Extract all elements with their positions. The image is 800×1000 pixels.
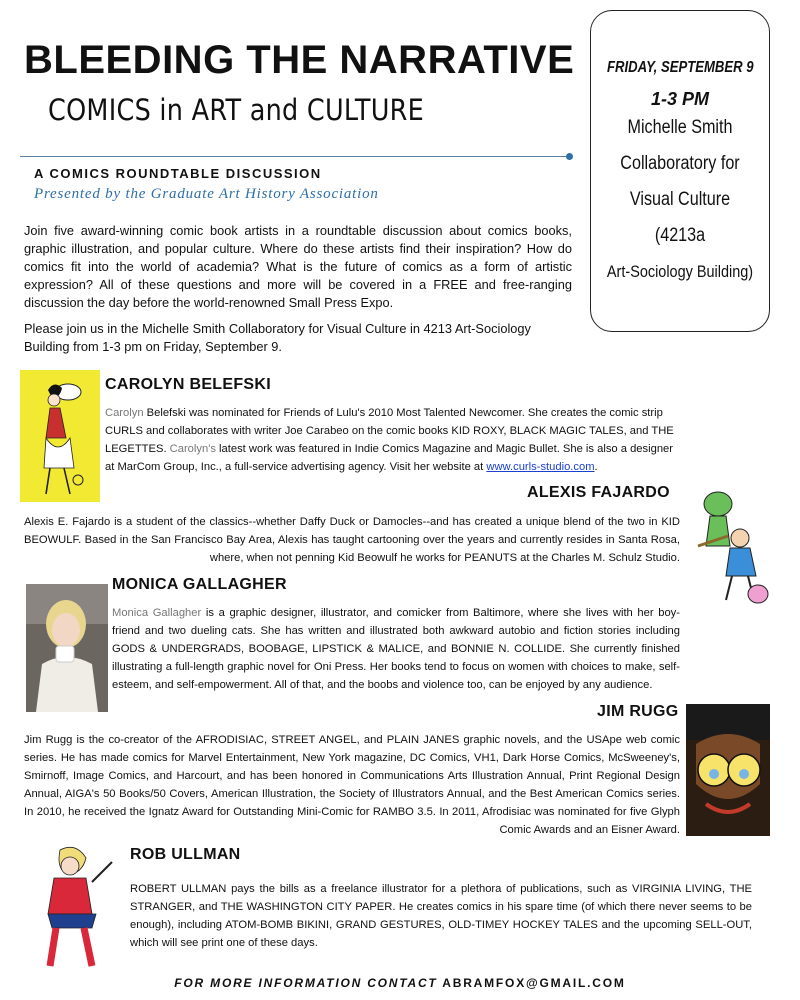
event-location-line2: Collaboratory for	[620, 153, 740, 174]
monica-gallagher-bio: Monica Gallagher is a graphic designer, illustrator, and comicker from Baltimore, where she lives with her boy-friend and two dueling cats. She has written and illustrated both awkward autobio and fiction stories including GODS & UNDERGRADS, BOOBAGE, LIPSTICK & MALICE, and BONNIE N. COLLIDE. She currently finished illustrating a full-length graphic novel for Oni Press. Her books tend to focus on women with choices to make, self-esteem, and self-empowerment. All of that, and the boobs and violence too, can be enjoyed by any audience.	[112, 607, 680, 691]
monica-first-name: Monica Gallagher	[112, 607, 202, 619]
carolyn-website-link[interactable]: www.curls-studio.com	[486, 461, 595, 473]
event-location-line3: Visual Culture	[629, 189, 731, 210]
divider-dot	[566, 153, 573, 160]
carolyn-belefski-name: CAROLYN BELEFSKI	[105, 376, 272, 393]
event-info-box	[590, 10, 770, 332]
contact-email[interactable]: ABRAMFOX@GMAIL.COM	[442, 976, 626, 990]
monica-gallagher-photo	[26, 584, 108, 712]
jim-rugg-illustration	[686, 704, 770, 836]
alexis-fajardo-bio: Alexis E. Fajardo is a student of the classics--whether Daffy Duck or Damocles--and has created a unique blend of the two in KID BEOWULF. Based in the San Francisco Bay Area, Alexis has taught cartooning over the years and currently resides in Santa Rosa, where, when not penning Kid Beowulf he works for PEANUTS at the Charles M. Schulz Studio.	[24, 516, 680, 564]
carolyn-possessive: Carolyn's	[169, 443, 216, 455]
event-time: 1-3 PM	[650, 89, 710, 109]
jim-rugg-name: JIM RUGG	[597, 703, 679, 720]
event-date: FRIDAY, SEPTEMBER 9	[607, 59, 754, 76]
jim-rugg-bio: Jim Rugg is the co-creator of the AFRODISIAC, STREET ANGEL, and PLAIN JANES graphic novels, and the USApe web comic series. He has made comics for Marvel Entertainment, New York magazine, DC Comics, VH1, Dark Horse Comics, McSweeney's, Smirnoff, Image Comics, and Harcourt, and has been honored in Communications Arts Illustration Annual, Print Regional Design Annual, AIGA's 50 Books/50 Covers, American Illustration, the Society of Illustrators Annual, and the Best American Comics series. In 2010, he received the Ignatz Award for Outstanding Mini-Comic for RAMBO 3.5. In 2011, Afrodisiac was nominated for five Glyph Comic Awards and an Eisner Award.	[24, 734, 680, 836]
event-kicker: A COMICS ROUNDTABLE DISCUSSION	[34, 166, 322, 181]
poster-title: BLEEDING THE NARRATIVE	[24, 38, 575, 82]
rob-ullman-bio: ROBERT ULLMAN pays the bills as a freelance illustrator for a plethora of publications, such as VIRGINIA LIVING, THE STRANGER, and THE WASHINGTON CITY PAPER. He creates comics in his spare time (of which there never seems to be enough), including ATOM-BOMB BIKINI, GRAND GESTURES, OLD-TIMEY HOCKEY TALES and the upcoming SELL-OUT, which will see print one of these days.	[130, 883, 752, 949]
event-location-line5: Art-Sociology Building)	[606, 262, 754, 281]
carolyn-belefski-illustration	[20, 370, 100, 502]
carolyn-belefski-bio: Carolyn Belefski was nominated for Friends of Lulu's 2010 Most Talented Newcomer. She creates the comic strip CURLS and collaborates with writer Joe Carabeo on the comic books KID ROXY, BLACK MAGIC TALES, and THE LEGETTES. Carolyn's latest work was featured in Indie Comics Magazine and Magic Bullet. She is also a designer at MarCom Group, Inc., a full-service advertising agency. Visit her website at www.curls-studio.com.	[105, 407, 674, 473]
alexis-fajardo-illustration	[688, 486, 780, 614]
carolyn-first-name: Carolyn	[105, 407, 144, 419]
join-paragraph: Please join us in the Michelle Smith Collaboratory for Visual Culture in 4213 Art-Sociology Building from 1-3 pm on Friday, September 9.	[24, 321, 531, 354]
contact-lead: FOR MORE INFORMATION CONTACT	[174, 976, 438, 990]
monica-gallagher-name: MONICA GALLAGHER	[112, 576, 287, 593]
event-location-line4: (4213a	[654, 225, 706, 246]
intro-paragraph: Join five award-winning comic book artists in a roundtable discussion about comics books, graphic illustration, and popular culture. Where do these artists find their inspiration? How do comics fit into the world of academia? What is the future of comics as a form of artistic expression? All of these questions and more will be covered in a FREE and free-ranging discussion the day before the world-renowned Small Press Expo.	[24, 223, 572, 310]
event-location-line1: Michelle Smith	[627, 117, 733, 138]
alexis-fajardo-name: ALEXIS FAJARDO	[527, 484, 670, 501]
rob-ullman-name: ROB ULLMAN	[130, 846, 241, 863]
rob-ullman-illustration	[22, 842, 122, 972]
presented-by: Presented by the Graduate Art History Association	[34, 186, 379, 202]
poster-subtitle: COMICS in ART and CULTURE	[48, 93, 425, 127]
header-divider	[20, 156, 570, 157]
contact-footer	[0, 976, 800, 990]
